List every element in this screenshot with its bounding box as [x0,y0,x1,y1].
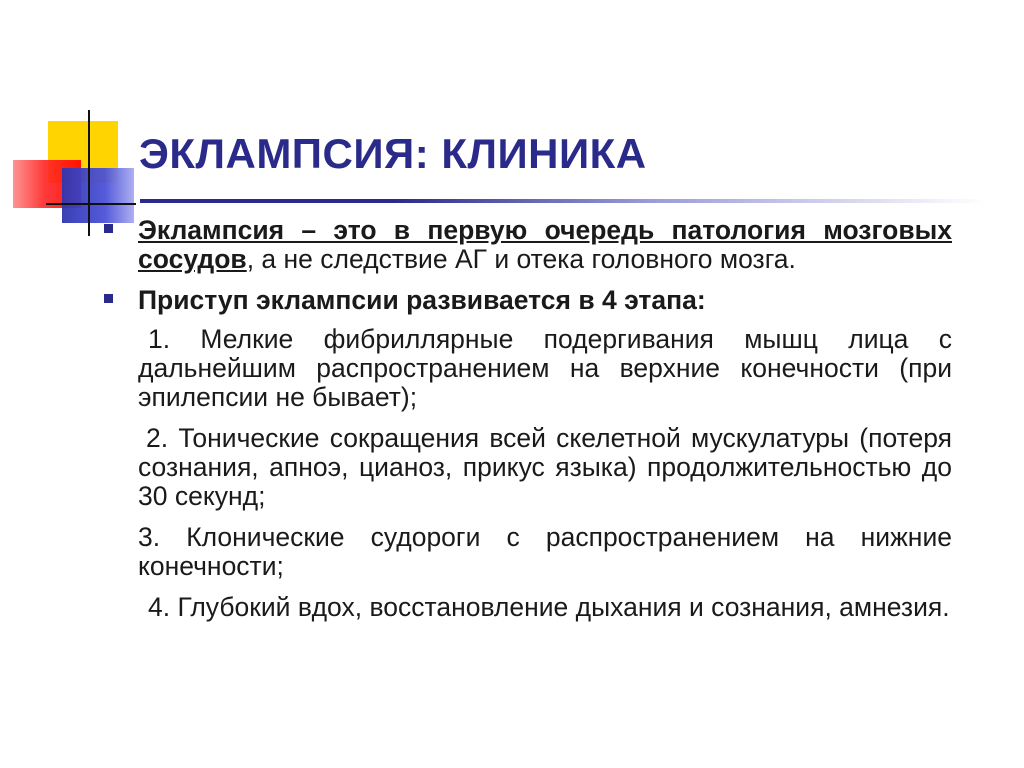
bullet-item-definition [100,216,952,274]
decorative-logo [0,0,140,240]
stage-4: 4. Глубокий вдох, восстановление дыхания и сознания, амнезия. [148,592,950,622]
stage-1: 1. Мелкие фибриллярные подергивания мышц лица с дальнейшим распространением на верхние конечности (при эпилепсии не бывает); [138,324,952,412]
slide-title: ЭКЛАМПСИЯ: КЛИНИКА [139,130,647,177]
title-underline [140,199,985,203]
slide-body [100,216,952,634]
stage-2: 2. Тонические сокращения всей скелетной мускулатуры (потеря сознания, апноэ, цианоз, прикус языка) продолжительностью до 30 секунд; [138,423,952,511]
stage-3: 3. Клонические судороги с распространением на нижние конечности; [138,522,952,581]
stages-heading: Приступ эклампсии развивается в 4 этапа: [138,285,706,315]
bullet-item-stages-heading [100,286,952,315]
logo-vertical-line [88,110,90,236]
definition-rest: , а не следствие АГ и отека головного мозга. [246,244,796,274]
logo-horizontal-line [46,203,136,205]
logo-blue-square [62,168,134,223]
bullet-square-icon [104,224,113,233]
definition-emphasis: Эклампсия – это в первую очередь патология мозговых сосудов [138,215,952,274]
bullet-square-icon [104,294,113,303]
